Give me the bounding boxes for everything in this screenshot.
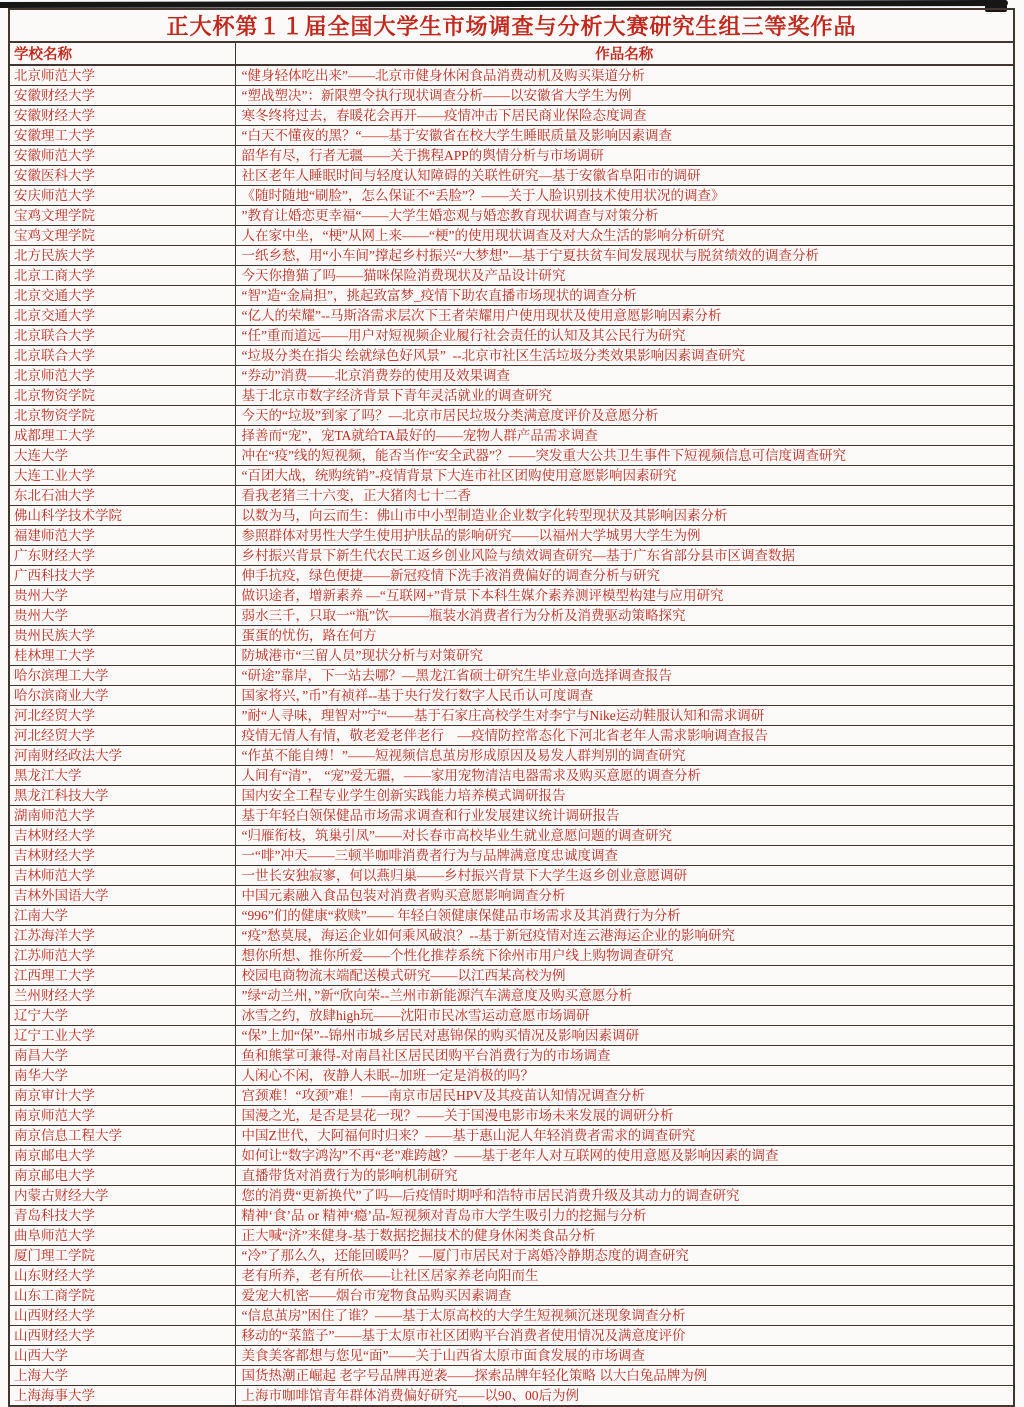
- table-row: [9, 526, 1014, 546]
- work-cell: 正大喊“济”来健身-基于数据挖掘技术的健身休闲类食品分析: [235, 1226, 1014, 1246]
- table-row: [9, 1226, 1014, 1246]
- table-row: [9, 346, 1014, 366]
- table-row: [9, 226, 1014, 246]
- school-cell: 安庆师范大学: [9, 186, 235, 206]
- school-cell: 北京联合大学: [9, 326, 235, 346]
- work-cell: “信息茧房”困住了谁？——基于太原高校的大学生短视频沉迷现象调查分析: [235, 1306, 1014, 1326]
- table-row: [9, 266, 1014, 286]
- school-cell: 兰州财经大学: [9, 986, 235, 1006]
- table-row: [9, 406, 1014, 426]
- school-cell: 江苏师范大学: [9, 946, 235, 966]
- school-cell: 吉林外国语大学: [9, 886, 235, 906]
- table-row: [9, 726, 1014, 746]
- column-header-school: 学校名称: [9, 42, 235, 65]
- school-cell: 南京邮电大学: [9, 1166, 235, 1186]
- work-cell: 弱水三千，只取一“瓶”饮———瓶装水消费者行为分析及消费驱动策略探究: [235, 606, 1014, 626]
- table-row: [9, 326, 1014, 346]
- work-cell: 社区老年人睡眠时间与轻度认知障碍的关联性研究—基于安徽省阜阳市的调研: [235, 166, 1014, 186]
- school-cell: 大连大学: [9, 446, 235, 466]
- school-cell: 南华大学: [9, 1066, 235, 1086]
- work-cell: 美食美客都想与您见“面”——关于山西省太原市面食发展的市场调查: [235, 1346, 1014, 1366]
- table-row: [9, 766, 1014, 786]
- column-header-work: 作品名称: [235, 42, 1014, 65]
- table-row: [9, 866, 1014, 886]
- header-row: [9, 42, 1014, 65]
- work-cell: 想你所想、推你所爱——个性化推荐系统下徐州市用户线上购物调查研究: [235, 946, 1014, 966]
- work-cell: “塑战塑决”：新限塑令执行现状调查分析——以安徽省大学生为例: [235, 86, 1014, 106]
- school-cell: 江西理工大学: [9, 966, 235, 986]
- table-row: [9, 686, 1014, 706]
- table-row: [9, 826, 1014, 846]
- table-row: [9, 926, 1014, 946]
- table-row: [9, 1086, 1014, 1106]
- work-cell: “归雁衔枝，筑巢引凤”——对长春市高校毕业生就业意愿问题的调查研究: [235, 826, 1014, 846]
- work-cell: 寒冬终将过去，春暖花会再开——疫情冲击下居民商业保险态度调查: [235, 106, 1014, 126]
- table-row: [9, 206, 1014, 226]
- school-cell: 成都理工大学: [9, 426, 235, 446]
- table-row: [9, 366, 1014, 386]
- page-title: 正大杯第１１届全国大学生市场调查与分析大赛研究生组三等奖作品: [9, 9, 1014, 42]
- table-row: [9, 566, 1014, 586]
- work-cell: “健身轻体吃出来”——北京市健身休闲食品消费动机及购买渠道分析: [235, 65, 1014, 86]
- table-row: [9, 1386, 1014, 1407]
- school-cell: 北京交通大学: [9, 286, 235, 306]
- school-cell: 南京审计大学: [9, 1086, 235, 1106]
- table-row: [9, 1066, 1014, 1086]
- school-cell: 山东工商学院: [9, 1286, 235, 1306]
- table-row: [9, 186, 1014, 206]
- table-row: [9, 1046, 1014, 1066]
- school-cell: 山东财经大学: [9, 1266, 235, 1286]
- school-cell: 哈尔滨商业大学: [9, 686, 235, 706]
- work-cell: 移动的“菜篮子”——基于太原市社区团购平台消费者使用情况及满意度评价: [235, 1326, 1014, 1346]
- table-row: [9, 166, 1014, 186]
- work-cell: “冷”了那么久，还能回暖吗？ —厦门市居民对于离婚冷静期态度的调查研究: [235, 1246, 1014, 1266]
- table-row: [9, 946, 1014, 966]
- school-cell: 上海大学: [9, 1366, 235, 1386]
- school-cell: 安徽师范大学: [9, 146, 235, 166]
- work-cell: 今天你撸猫了吗——猫咪保险消费现状及产品设计研究: [235, 266, 1014, 286]
- table-row: [9, 1166, 1014, 1186]
- school-cell: 广东财经大学: [9, 546, 235, 566]
- work-cell: “白天不懂夜的黑？“——基于安徽省在校大学生睡眠质量及影响因素调查: [235, 126, 1014, 146]
- school-cell: 安徽财经大学: [9, 106, 235, 126]
- table-row: [9, 426, 1014, 446]
- table-row: [9, 246, 1014, 266]
- school-cell: 北京工商大学: [9, 266, 235, 286]
- school-cell: 河南财经政法大学: [9, 746, 235, 766]
- work-cell: 您的消费“更新换代”了吗—后疫情时期呼和浩特市居民消费升级及其动力的调查研究: [235, 1186, 1014, 1206]
- school-cell: 湖南师范大学: [9, 806, 235, 826]
- school-cell: 广西科技大学: [9, 566, 235, 586]
- school-cell: 东北石油大学: [9, 486, 235, 506]
- work-cell: 如何让“数字鸿沟”不再“老”难跨越？——基于老年人对互联网的使用意愿及影响因素的调查: [235, 1146, 1014, 1166]
- school-cell: 河北经贸大学: [9, 726, 235, 746]
- work-cell: “智”造“金扁担”，挑起致富梦_疫情下助农直播市场现状的调查分析: [235, 286, 1014, 306]
- school-cell: 吉林师范大学: [9, 866, 235, 886]
- table-row: [9, 1026, 1014, 1046]
- work-cell: 一纸乡愁，用“小车间”撑起乡村振兴“大梦想”—基于宁夏扶贫车间发展现状与脱贫绩效的调查分析: [235, 246, 1014, 266]
- work-cell: 上海市咖啡馆青年群体消费偏好研究——以90、00后为例: [235, 1386, 1014, 1407]
- work-cell: “百团大战，统购统销”-疫情背景下大连市社区团购使用意愿影响因素研究: [235, 466, 1014, 486]
- work-cell: “垃圾分类在指尖 绘就绿色好风景” --北京市社区生活垃圾分类效果影响因素调查研究: [235, 346, 1014, 366]
- table-row: [9, 106, 1014, 126]
- table-row: [9, 1246, 1014, 1266]
- table-row: [9, 466, 1014, 486]
- work-cell: 参照群体对男性大学生使用护肤品的影响研究——以福州大学城男大学生为例: [235, 526, 1014, 546]
- school-cell: 哈尔滨理工大学: [9, 666, 235, 686]
- work-cell: “研途”靠岸，下一站去哪？—黑龙江省硕士研究生毕业意向选择调查报告: [235, 666, 1014, 686]
- table-row: [9, 666, 1014, 686]
- table-row: [9, 1186, 1014, 1206]
- work-cell: “亿人的荣耀”--马斯洛需求层次下王者荣耀用户使用现状及使用意愿影响因素分析: [235, 306, 1014, 326]
- work-cell: “券动”消费——北京消费券的使用及效果调查: [235, 366, 1014, 386]
- school-cell: 大连工业大学: [9, 466, 235, 486]
- table-row: [9, 1326, 1014, 1346]
- table-row: [9, 286, 1014, 306]
- work-cell: ”绿“动兰州，”新“欣向荣--兰州市新能源汽车满意度及购买意愿分析: [235, 986, 1014, 1006]
- work-cell: 今天的“垃圾”到家了吗？—北京市居民垃圾分类满意度评价及意愿分析: [235, 406, 1014, 426]
- school-cell: 南京信息工程大学: [9, 1126, 235, 1146]
- title-row: [9, 9, 1014, 42]
- work-cell: 人间有“清”， “宠”爱无疆，——家用宠物清洁电器需求及购买意愿的调查分析: [235, 766, 1014, 786]
- table-row: [9, 746, 1014, 766]
- table-row: [9, 486, 1014, 506]
- table-row: [9, 546, 1014, 566]
- table-row: [9, 646, 1014, 666]
- school-cell: 青岛科技大学: [9, 1206, 235, 1226]
- work-cell: “作茧不能自缚！”——短视频信息茧房形成原因及易发人群判别的调查研究: [235, 746, 1014, 766]
- school-cell: 山西财经大学: [9, 1326, 235, 1346]
- work-cell: 一“啡”冲天——三顿半咖啡消费者行为与品牌满意度忠诚度调查: [235, 846, 1014, 866]
- work-cell: 看我老猪三十六变，正大猪肉七十二香: [235, 486, 1014, 506]
- work-cell: 国内安全工程专业学生创新实践能力培养模式调研报告: [235, 786, 1014, 806]
- work-cell: 鱼和熊掌可兼得-对南昌社区居民团购平台消费行为的市场调查: [235, 1046, 1014, 1066]
- school-cell: 北方民族大学: [9, 246, 235, 266]
- scan-artifact-bar: [0, 0, 1008, 8]
- school-cell: 北京物资学院: [9, 386, 235, 406]
- table-row: [9, 86, 1014, 106]
- work-cell: ”耐“人寻味，理智对”宁“——基于石家庄高校学生对李宁与Nike运动鞋服认知和需求调研: [235, 706, 1014, 726]
- work-cell: 一世长安独寂寥，何以燕归巢——乡村振兴背景下大学生返乡创业意愿调研: [235, 866, 1014, 886]
- school-cell: 山西财经大学: [9, 1306, 235, 1326]
- table-row: [9, 1266, 1014, 1286]
- school-cell: 北京联合大学: [9, 346, 235, 366]
- work-cell: 基于北京市数字经济背景下青年灵活就业的调查研究: [235, 386, 1014, 406]
- table-row: [9, 786, 1014, 806]
- work-cell: 国漫之光，是否是昙花一现？——关于国漫电影市场未来发展的调研分析: [235, 1106, 1014, 1126]
- school-cell: 安徽医科大学: [9, 166, 235, 186]
- school-cell: 佛山科学技术学院: [9, 506, 235, 526]
- work-cell: 宫颈难！“攻颈”难！——南京市居民HPV及其疫苗认知情况调查分析: [235, 1086, 1014, 1106]
- work-cell: 直播带货对消费行为的影响机制研究: [235, 1166, 1014, 1186]
- school-cell: 南京邮电大学: [9, 1146, 235, 1166]
- school-cell: 黑龙江大学: [9, 766, 235, 786]
- work-cell: 《随时随地“刷脸”，怎么保证不“丢脸”？——关于人脸识别技术使用状况的调查》: [235, 186, 1014, 206]
- work-cell: 冲在“疫”线的短视频，能否当作“安全武器”？——突发重大公共卫生事件下短视频信息可信度调查研究: [235, 446, 1014, 466]
- work-cell: 做识途者，增新素养 —“互联网+”背景下本科生媒介素养测评模型构建与应用研究: [235, 586, 1014, 606]
- school-cell: 福建师范大学: [9, 526, 235, 546]
- work-cell: 防城港市“三留人员”现状分析与对策研究: [235, 646, 1014, 666]
- table-row: [9, 506, 1014, 526]
- table-row: [9, 846, 1014, 866]
- work-cell: 中国元素融入食品包装对消费者购买意愿影响调查分析: [235, 886, 1014, 906]
- table-row: [9, 126, 1014, 146]
- school-cell: 宝鸡文理学院: [9, 226, 235, 246]
- school-cell: 北京师范大学: [9, 65, 235, 86]
- work-cell: 择善而“宠”，宠TA就给TA最好的——宠物人群产品需求调查: [235, 426, 1014, 446]
- table-row: [9, 1106, 1014, 1126]
- work-cell: 人闲心不闲，夜静人未眠--加班一定是消极的吗？: [235, 1066, 1014, 1086]
- table-row: [9, 626, 1014, 646]
- work-cell: 国家将兴，”币”有祯祥--基于央行发行数字人民币认可度调查: [235, 686, 1014, 706]
- work-cell: ”教育让婚恋更幸福“——大学生婚恋观与婚恋教育现状调查与对策分析: [235, 206, 1014, 226]
- table-row: [9, 886, 1014, 906]
- school-cell: 北京物资学院: [9, 406, 235, 426]
- school-cell: 安徽理工大学: [9, 126, 235, 146]
- school-cell: 曲阜师范大学: [9, 1226, 235, 1246]
- school-cell: 宝鸡文理学院: [9, 206, 235, 226]
- table-row: [9, 1146, 1014, 1166]
- table-row: [9, 1366, 1014, 1386]
- school-cell: 贵州大学: [9, 606, 235, 626]
- school-cell: 北京交通大学: [9, 306, 235, 326]
- work-cell: “996”们的健康“救赎”—— 年轻白领健康保健品市场需求及其消费行为分析: [235, 906, 1014, 926]
- school-cell: 河北经贸大学: [9, 706, 235, 726]
- school-cell: 上海海事大学: [9, 1386, 235, 1407]
- school-cell: 江苏海洋大学: [9, 926, 235, 946]
- school-cell: 山西大学: [9, 1346, 235, 1366]
- school-cell: 南昌大学: [9, 1046, 235, 1066]
- work-cell: 校园电商物流末端配送模式研究——以江西某高校为例: [235, 966, 1014, 986]
- table-row: [9, 146, 1014, 166]
- table-row: [9, 1126, 1014, 1146]
- school-cell: 辽宁大学: [9, 1006, 235, 1026]
- table-row: [9, 1006, 1014, 1026]
- work-cell: 基于年轻白领保健品市场需求调查和行业发展建议统计调研报告: [235, 806, 1014, 826]
- table-row: [9, 446, 1014, 466]
- work-cell: 韶华有尽，行者无疆——关于携程APP的舆情分析与市场调研: [235, 146, 1014, 166]
- table-row: [9, 906, 1014, 926]
- awards-table-container: [8, 8, 1015, 1407]
- awards-table: [8, 8, 1015, 1407]
- work-cell: 蛋蛋的忧伤，路在何方: [235, 626, 1014, 646]
- work-cell: “保”上加“保”--锦州市城乡居民对惠锦保的购买情况及影响因素调研: [235, 1026, 1014, 1046]
- work-cell: “疫”愁莫展，海运企业如何乘风破浪？--基于新冠疫情对连云港海运企业的影响研究: [235, 926, 1014, 946]
- table-row: [9, 806, 1014, 826]
- table-row: [9, 1306, 1014, 1326]
- work-cell: 伸手抗疫，绿色便捷——新冠疫情下洗手液消费偏好的调查分析与研究: [235, 566, 1014, 586]
- work-cell: 中国Z世代，大阿福何时归来？——基于惠山泥人年轻消费者需求的调查研究: [235, 1126, 1014, 1146]
- table-row: [9, 1286, 1014, 1306]
- work-cell: 乡村振兴背景下新生代农民工返乡创业风险与绩效调查研究—基于广东省部分县市区调查数据: [235, 546, 1014, 566]
- school-cell: 辽宁工业大学: [9, 1026, 235, 1046]
- table-row: [9, 586, 1014, 606]
- school-cell: 桂林理工大学: [9, 646, 235, 666]
- table-row: [9, 386, 1014, 406]
- school-cell: 北京师范大学: [9, 366, 235, 386]
- work-cell: 老有所养，老有所依——让社区居家养老向阳而生: [235, 1266, 1014, 1286]
- table-row: [9, 1346, 1014, 1366]
- table-row: [9, 306, 1014, 326]
- school-cell: 吉林财经大学: [9, 846, 235, 866]
- work-cell: 爱宠大机密——烟台市宠物食品购买因素调查: [235, 1286, 1014, 1306]
- table-body: [9, 9, 1014, 1406]
- work-cell: 以数为马，向云而生：佛山市中小型制造业企业数字化转型现状及其影响因素分析: [235, 506, 1014, 526]
- work-cell: 精神‘食’品 or 精神‘瘾’品-短视频对青岛市大学生吸引力的挖掘与分析: [235, 1206, 1014, 1226]
- work-cell: 疫情无情人有情，敬老爱老伴老行 —疫情防控常态化下河北省老年人需求影响调查报告: [235, 726, 1014, 746]
- table-row: [9, 706, 1014, 726]
- work-cell: “任”重而道远——用户对短视频企业履行社会责任的认知及其公民行为研究: [235, 326, 1014, 346]
- table-row: [9, 606, 1014, 626]
- school-cell: 安徽财经大学: [9, 86, 235, 106]
- table-row: [9, 65, 1014, 86]
- work-cell: 冰雪之约，放肆high玩——沈阳市民冰雪运动意愿市场调研: [235, 1006, 1014, 1026]
- school-cell: 贵州民族大学: [9, 626, 235, 646]
- work-cell: 人在家中坐，“梗”从网上来——“梗”的使用现状调查及对大众生活的影响分析研究: [235, 226, 1014, 246]
- school-cell: 吉林财经大学: [9, 826, 235, 846]
- work-cell: 国货热潮正崛起 老字号品牌再逆袭——探索品牌年轻化策略 以大白兔品牌为例: [235, 1366, 1014, 1386]
- school-cell: 内蒙古财经大学: [9, 1186, 235, 1206]
- school-cell: 黑龙江科技大学: [9, 786, 235, 806]
- school-cell: 贵州大学: [9, 586, 235, 606]
- table-row: [9, 986, 1014, 1006]
- school-cell: 厦门理工学院: [9, 1246, 235, 1266]
- table-row: [9, 1206, 1014, 1226]
- table-row: [9, 966, 1014, 986]
- school-cell: 南京师范大学: [9, 1106, 235, 1126]
- school-cell: 江南大学: [9, 906, 235, 926]
